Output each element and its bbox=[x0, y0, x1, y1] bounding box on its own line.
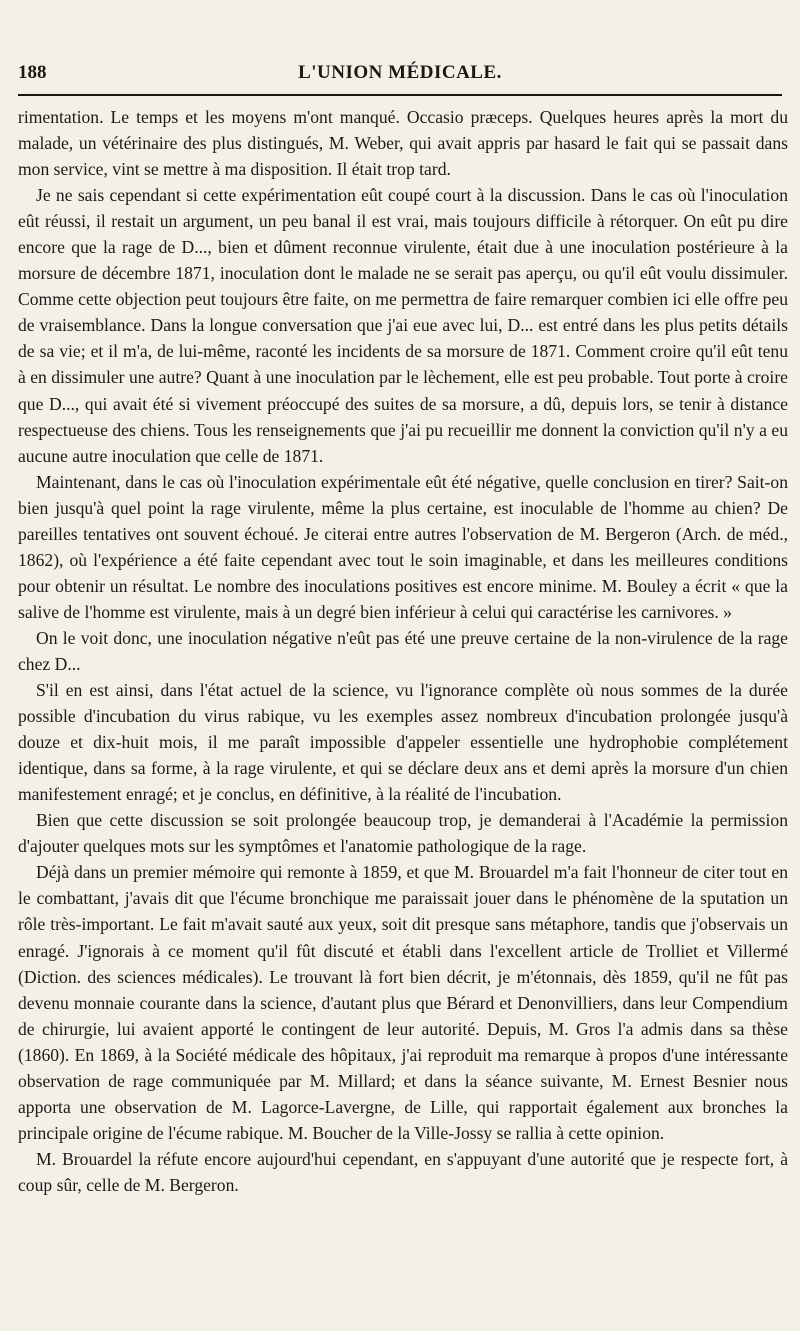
paragraph: Bien que cette discussion se soit prolongée beaucoup trop, je demanderai à l'Académie la permission d'ajouter quelques mots sur les symptômes et l'anatomie pathologique de la rage. bbox=[18, 810, 788, 857]
paragraph: rimentation. Le temps et les moyens m'ont manqué. Occasio præceps. Quelques heures après la mort du malade, un vétérinaire des plus distingués, M. Weber, qui avait appris par hasard le fait qui se passait dans mon service, vint se mettre à ma disposition. Il était trop tard. bbox=[18, 107, 788, 180]
page-number: 188 bbox=[18, 62, 47, 83]
paragraph: On le voit donc, une inoculation négative n'eût pas été une preuve certaine de la non-virulence de la rage chez D... bbox=[18, 627, 788, 674]
running-title: L'UNION MÉDICALE. bbox=[298, 62, 502, 83]
page-header bbox=[18, 58, 782, 90]
header-rule bbox=[18, 94, 782, 96]
body-text bbox=[18, 104, 788, 1198]
paragraph: S'il en est ainsi, dans l'état actuel de la science, vu l'ignorance complète où nous sommes de la durée possible d'incubation du virus rabique, vu les exemples assez nombreux d'incubation prolongée jusqu'à douze et dix-huit mois, il me paraît impossible d'appeler essentielle une hydrophobie complétement identique, dans sa forme, à la rage virulente, et qui se déclare deux ans et demi après la morsure d'un chien manifestement enragé; et je conclus, en définitive, à la réalité de l'incubation. bbox=[18, 680, 788, 805]
paragraph: Déjà dans un premier mémoire qui remonte à 1859, et que M. Brouardel m'a fait l'honneur de citer tout en le combattant, j'avais dit que l'écume bronchique me paraissait jouer dans le phénomène de la sputation un rôle très-important. Le fait m'avait sauté aux yeux, soit dit presque sans métaphore, tandis que j'observais un enragé. J'ignorais à ce moment qu'il fût discuté et établi dans l'excellent article de Trolliet et Villermé (Diction. des sciences médicales). Le trouvant là fort bien décrit, je m'étonnais, dès 1859, qu'il ne fût pas devenu monnaie courante dans la science, d'autant plus que Bérard et Denonvilliers, dans leur Compendium de chirurgie, lui avaient apporté le contingent de leur autorité. Depuis, M. Gros l'a admis dans sa thèse (1860). En 1869, à la Société médicale des hôpitaux, j'ai reproduit ma remarque à propos d'une intéressante observation de rage communiquée par M. Millard; et dans la séance suivante, M. Ernest Besnier nous apporta une observation de M. Lagorce-Lavergne, de Lille, qui rapportait également aux bronches la principale origine de l'écume rabique. M. Boucher de la Ville-Jossy se rallia à cette opinion. bbox=[18, 862, 788, 1143]
paragraph: M. Brouardel la réfute encore aujourd'hui cependant, en s'appuyant d'une autorité que je respecte fort, à coup sûr, celle de M. Bergeron. bbox=[18, 1148, 788, 1195]
paragraph: Maintenant, dans le cas où l'inoculation expérimentale eût été négative, quelle conclusion en tirer? Sait-on bien jusqu'à quel point la rage virulente, même la plus certaine, est inoculable de l'homme au chien? De pareilles tentatives ont souvent échoué. Je citerai entre autres l'observation de M. Bergeron (Arch. de méd., 1862), où l'expérience a été faite cependant avec tout le soin imaginable, et dans les meilleures conditions pour obtenir un résultat. Le nombre des inoculations positives est encore minime. M. Bouley a écrit « que la salive de l'homme est virulente, mais à un degré bien inférieur à celui qui caractérise les carnivores. » bbox=[18, 471, 788, 622]
paragraph: Je ne sais cependant si cette expérimentation eût coupé court à la discussion. Dans le cas où l'inoculation eût réussi, il restait un argument, un peu banal il est vrai, mais toujours difficile à rétorquer. On eût pu dire encore que la rage de D..., bien et dûment reconnue virulente, était due à une inoculation postérieure à la morsure de décembre 1871, inoculation dont le malade ne se serait pas aperçu, ou qu'il eût voulu dissimuler. Comme cette objection peut toujours être faite, on me permettra de faire remarquer combien ici elle offre peu de vraisemblance. Dans la longue conversation que j'ai eue avec lui, D... est entré dans les plus petits détails de sa vie; et il m'a, de lui-même, raconté les incidents de sa morsure de 1871. Comment croire qu'il eût tenu à en dissimuler une autre? Quant à une inoculation par le lèchement, elle est peu probable. Tout porte à croire que D..., qui avait été si vivement préoccupé des suites de sa morsure, a dû, depuis lors, se tenir à distance respectueuse des chiens. Tous les renseignements que j'ai pu recueillir me donnent la conviction qu'il n'y a eu aucune autre inoculation que celle de 1871. bbox=[18, 185, 788, 466]
